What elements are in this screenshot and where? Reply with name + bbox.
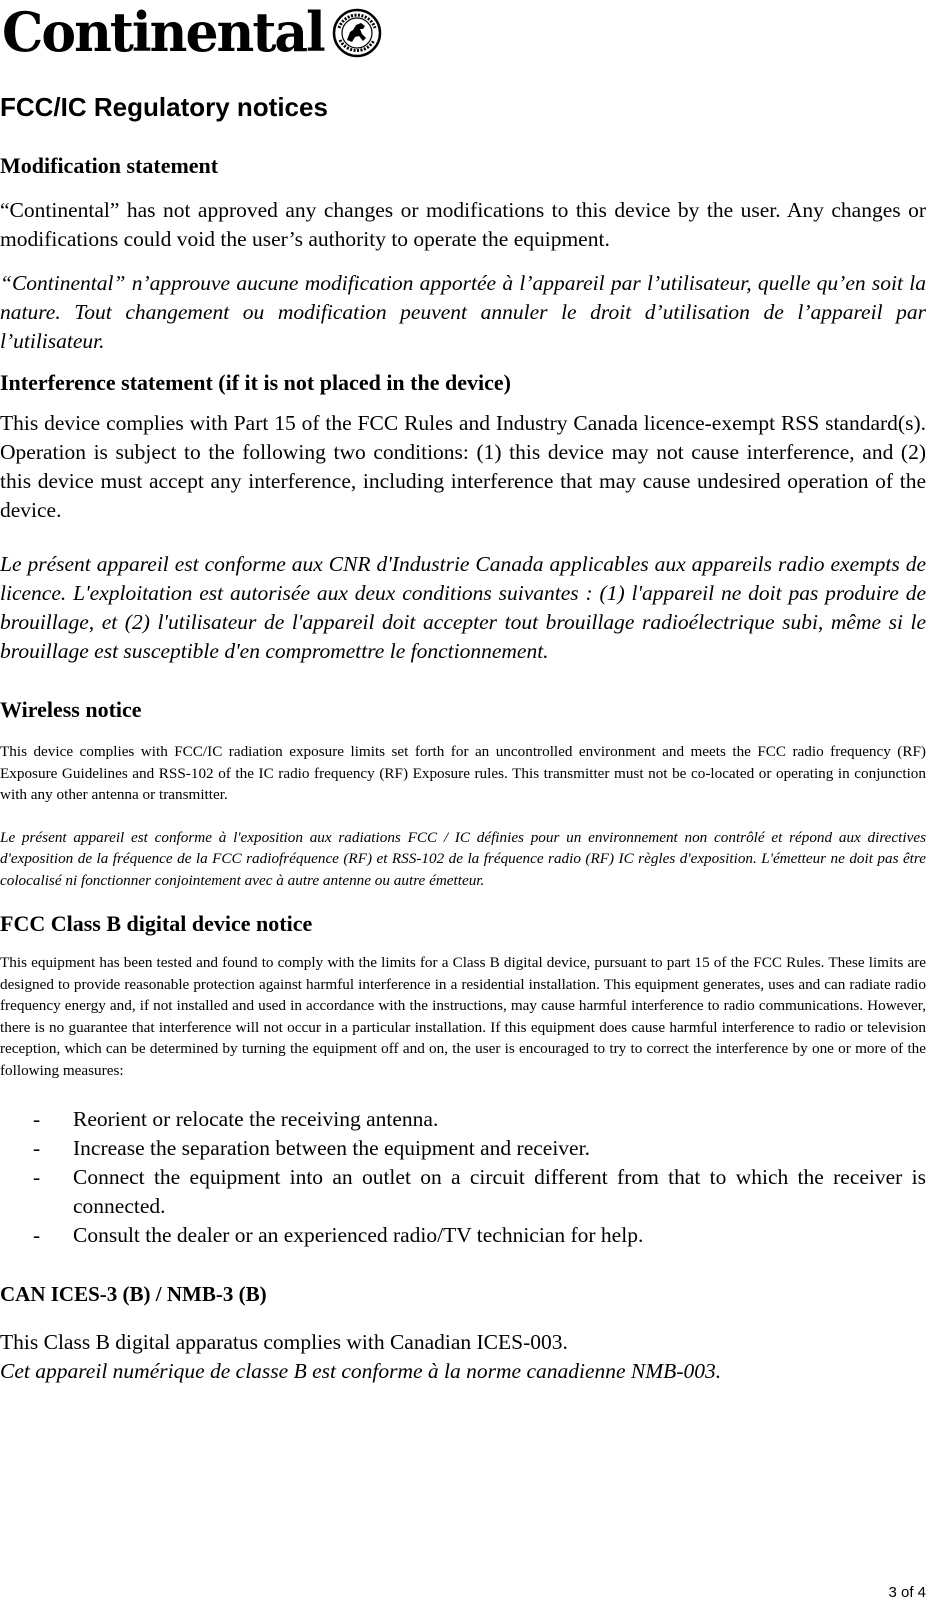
bullet-dash: - — [33, 1136, 41, 1160]
modification-heading: Modification statement — [0, 153, 219, 178]
wireless-heading: Wireless notice — [0, 697, 142, 722]
modification-fr: “Continental” n’approuve aucune modification apportée à l’appareil par l’utilisateur, quelle qu’en soit la nature. Tout changement ou modification peuvent annuler le droit d’utilisation de l’appareil par l’utilisateur. — [0, 271, 926, 353]
list-item: - Consult the dealer or an experienced radio/TV technician for help. — [33, 1221, 926, 1250]
page-title: FCC/IC Regulatory notices — [0, 92, 328, 122]
classb-text: This equipment has been tested and found to comply with the limits for a Class B digital device, pursuant to part 15 of the FCC Rules. These limits are designed to provide reasonable protection against harmful interference in a residential installation. This equipment generates, uses and can radiate radio frequency energy and, if not installed and used in accordance with the instructions, may cause harmful interference to radio communications. However, there is no guarantee that interference will not occur in a particular installation. If this equipment does cause harmful interference to radio or television reception, which can be determined by turning the equipment off and on, the user is encouraged to try to correct the interference by one or more of the following measures: — [0, 954, 926, 1079]
ices-en: This Class B digital apparatus complies with Canadian ICES-003. — [0, 1330, 568, 1354]
continental-logo — [2, 2, 382, 64]
ices-fr: Cet appareil numérique de classe B est conforme à la norme canadienne NMB-003. — [0, 1359, 722, 1383]
interference-en: This device complies with Part 15 of the FCC Rules and Industry Canada licence-exempt RSS standard(s). Operation is subject to the following two conditions: (1) this device may not cause interference, and (2) this device must accept any interference, including interference that may cause undesired operation of the device. — [0, 411, 926, 522]
horse-seal-icon — [332, 8, 382, 58]
wireless-en: This device complies with FCC/IC radiation exposure limits set forth for an uncontrolled environment and meets the FCC radio frequency (RF) Exposure Guidelines and RSS-102 of the IC radio frequency (RF) Exposure rules. This transmitter must not be co-located or operating in conjunction with any other antenna or transmitter. — [0, 743, 926, 803]
interference-fr: Le présent appareil est conforme aux CNR d'Industrie Canada applicables aux appareils radio exempts de licence. L'exploitation est autorisée aux deux conditions suivantes : (1) l'appareil ne doit pas produire de brouillage, et (2) l'utilisateur de l'appareil doit accepter tout brouillage radioélectrique subi, même si le brouillage est susceptible d'en compromettre le fonctionnement. — [0, 552, 926, 663]
list-item: - Connect the equipment into an outlet on a circuit different from that to which the receiver is connected. — [33, 1165, 926, 1218]
logo-wordmark: Continental — [2, 0, 324, 65]
list-item: - Reorient or relocate the receiving antenna. — [33, 1105, 926, 1134]
wireless-fr: Le présent appareil est conforme à l'exposition aux radiations FCC / IC définies pour un environnement non contrôlé et répond aux directives d'exposition de la fréquence de la FCC radiofréquence (RF) et RSS-102 de la fréquence radio (RF) IC règles d'exposition. L'émetteur ne doit pas être colocalisé ni fonctionner conjointement avec à autre antenne ou autre émetteur. — [0, 828, 926, 889]
interference-heading: Interference statement (if it is not placed in the device) — [0, 370, 511, 395]
measures-list — [0, 1105, 926, 1250]
ices-heading: CAN ICES-3 (B) / NMB-3 (B) — [0, 1282, 267, 1306]
page-number: 3 of 4 — [888, 1584, 926, 1601]
list-item: - Increase the separation between the equipment and receiver. — [33, 1134, 926, 1163]
bullet-dash: - — [33, 1223, 41, 1247]
modification-en: “Continental” has not approved any changes or modifications to this device by the user. Any changes or modifications could void the user’s authority to operate the equipment. — [0, 198, 926, 251]
bullet-dash: - — [33, 1107, 41, 1131]
classb-heading: FCC Class B digital device notice — [0, 911, 313, 936]
bullet-dash: - — [33, 1165, 41, 1189]
notice-content — [0, 150, 926, 1386]
